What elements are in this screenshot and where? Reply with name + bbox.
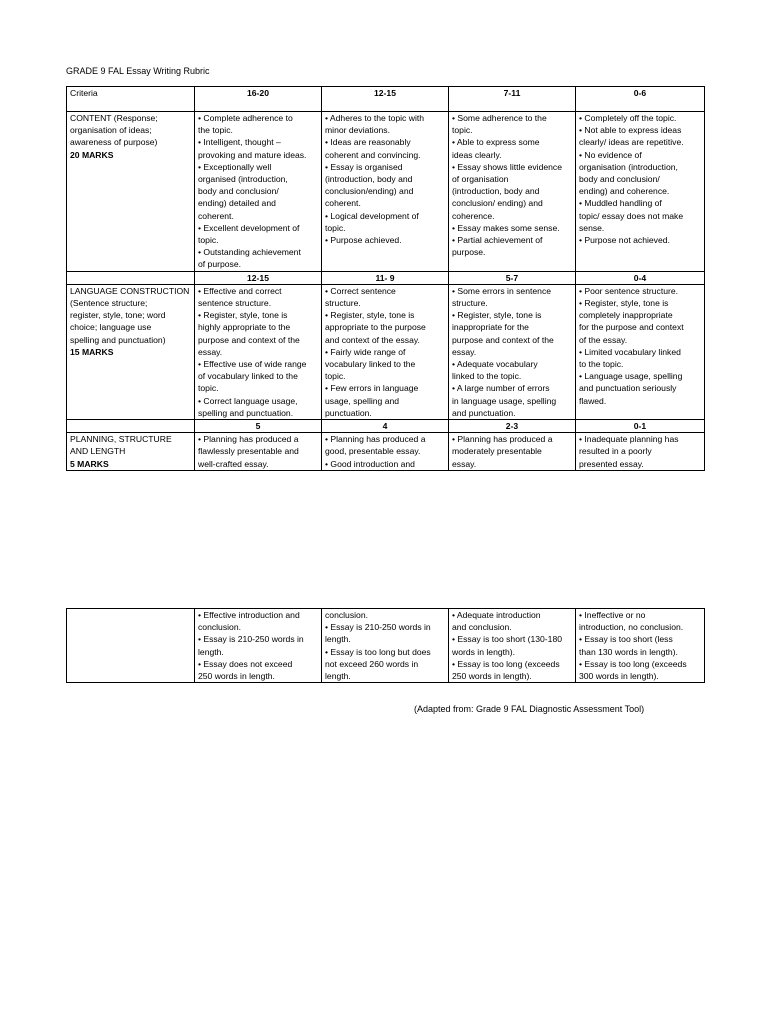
descriptor-cell bbox=[195, 433, 322, 471]
text-line: • Register, style, tone is bbox=[198, 310, 288, 321]
text-line: inappropriate for the bbox=[452, 322, 529, 333]
text-line: coherent. bbox=[325, 198, 361, 209]
text-line: presented essay. bbox=[579, 458, 644, 469]
band-label: 2-3 bbox=[449, 420, 576, 433]
text-line: topic. bbox=[452, 125, 473, 136]
text-line: punctuation. bbox=[325, 407, 372, 418]
text-line: • Planning has produced a bbox=[325, 434, 426, 445]
text-line: linked to the topic. bbox=[452, 371, 522, 382]
band-header: 0-6 bbox=[576, 87, 705, 112]
text-line: clearly/ ideas are repetitive. bbox=[579, 137, 684, 148]
text-line: • Few errors in language bbox=[325, 383, 419, 394]
text-line: organisation (introduction, bbox=[579, 161, 678, 172]
text-line: • Essay does not exceed bbox=[198, 658, 293, 669]
text-line: awareness of purpose) bbox=[70, 137, 158, 148]
descriptor-cell bbox=[576, 112, 705, 272]
text-line: • Register, style, tone is bbox=[325, 310, 415, 321]
text-line: words in length). bbox=[452, 646, 516, 657]
text-line: • Poor sentence structure. bbox=[579, 285, 679, 296]
document-title: GRADE 9 FAL Essay Writing Rubric bbox=[66, 66, 210, 76]
band-row bbox=[67, 271, 705, 284]
text-line: vocabulary linked to the bbox=[325, 359, 416, 370]
text-line: and punctuation seriously bbox=[579, 383, 677, 394]
text-line: 250 words in length). bbox=[452, 671, 532, 682]
text-line: • Outstanding achievement bbox=[198, 247, 301, 258]
text-line: of organisation bbox=[452, 174, 509, 185]
text-line: of the essay. bbox=[579, 334, 628, 345]
band-header: 16-20 bbox=[195, 87, 322, 112]
band-row bbox=[67, 420, 705, 433]
text-line: • Excellent development of bbox=[198, 222, 300, 233]
text-line: body and conclusion/ bbox=[579, 174, 660, 185]
descriptor-cell bbox=[576, 433, 705, 471]
band-spacer bbox=[67, 420, 195, 433]
criteria-cell bbox=[67, 609, 195, 683]
text-line: (Sentence structure; bbox=[70, 298, 148, 309]
band-spacer bbox=[67, 271, 195, 284]
text-line: resulted in a poorly bbox=[579, 446, 652, 457]
descriptor-cell bbox=[195, 609, 322, 683]
text-line: • Logical development of bbox=[325, 210, 419, 221]
text-line: to the topic. bbox=[579, 359, 624, 370]
marks-label: 5 MARKS bbox=[70, 458, 109, 469]
text-line: • Not able to express ideas bbox=[579, 125, 682, 136]
band-label: 0-1 bbox=[576, 420, 705, 433]
text-line: • Correct language usage, bbox=[198, 395, 298, 406]
text-line: • Effective use of wide range bbox=[198, 359, 307, 370]
text-line: essay. bbox=[452, 458, 477, 469]
band-label: 5 bbox=[195, 420, 322, 433]
band-header: 12-15 bbox=[322, 87, 449, 112]
text-line: • Fairly wide range of bbox=[325, 346, 406, 357]
text-line: • Purpose not achieved. bbox=[579, 235, 670, 246]
text-line: organisation of ideas; bbox=[70, 125, 152, 136]
text-line: • Essay is too short (less bbox=[579, 634, 673, 645]
text-line: highly appropriate to the bbox=[198, 322, 291, 333]
descriptor-cell bbox=[449, 284, 576, 419]
text-line: length. bbox=[325, 634, 351, 645]
language-row bbox=[67, 284, 705, 419]
descriptor-cell bbox=[322, 609, 449, 683]
text-line: • Essay is too short (130-180 bbox=[452, 634, 563, 645]
text-line: PLANNING, STRUCTURE bbox=[70, 434, 172, 445]
text-line: • Register, style, tone is bbox=[579, 298, 669, 309]
text-line: conclusion. bbox=[198, 622, 241, 633]
text-line: • Essay is too long (exceeds bbox=[579, 658, 687, 669]
text-line: usage, spelling and bbox=[325, 395, 400, 406]
criteria-cell bbox=[67, 433, 195, 471]
criteria-cell bbox=[67, 284, 195, 419]
text-line: 250 words in length. bbox=[198, 671, 275, 682]
text-line: ending) detailed and bbox=[198, 198, 276, 209]
text-line: conclusion/ ending) and bbox=[452, 198, 543, 209]
rubric-table bbox=[66, 86, 705, 471]
text-line: • Intelligent, thought – bbox=[198, 137, 281, 148]
text-line: (introduction, body and bbox=[325, 174, 413, 185]
text-line: register, style, tone; word bbox=[70, 310, 166, 321]
text-line: • Essay is 210-250 words in bbox=[325, 622, 431, 633]
marks-label: 15 MARKS bbox=[70, 346, 114, 357]
text-line: coherent. bbox=[198, 210, 234, 221]
descriptor-cell bbox=[322, 433, 449, 471]
text-line: flawed. bbox=[579, 395, 607, 406]
text-line: completely inappropriate bbox=[579, 310, 673, 321]
text-line: conclusion. bbox=[325, 610, 368, 620]
text-line: • Some errors in sentence bbox=[452, 285, 552, 296]
text-line: • Essay is too long but does bbox=[325, 646, 431, 657]
band-label: 12-15 bbox=[195, 271, 322, 284]
text-line: body and conclusion/ bbox=[198, 186, 279, 197]
band-label: 5-7 bbox=[449, 271, 576, 284]
text-line: structure. bbox=[452, 298, 488, 309]
text-line: minor deviations. bbox=[325, 125, 390, 136]
header-row bbox=[67, 87, 705, 112]
text-line: topic. bbox=[198, 235, 219, 246]
text-line: • Essay shows little evidence bbox=[452, 161, 563, 172]
text-line: coherent and convincing. bbox=[325, 149, 421, 160]
text-line: sentence structure. bbox=[198, 298, 272, 309]
text-line: • No evidence of bbox=[579, 149, 642, 160]
text-line: and context of the essay. bbox=[325, 334, 420, 345]
text-line: flawlessly presentable and bbox=[198, 446, 299, 457]
text-line: • Partial achievement of bbox=[452, 235, 543, 246]
text-line: and conclusion. bbox=[452, 622, 512, 633]
text-line: CONTENT (Response; bbox=[70, 113, 158, 123]
text-line: • Purpose achieved. bbox=[325, 235, 402, 246]
text-line: • Able to express some bbox=[452, 137, 540, 148]
text-line: introduction, no conclusion. bbox=[579, 622, 684, 633]
text-line: (introduction, body and bbox=[452, 186, 540, 197]
criteria-header: Criteria bbox=[67, 87, 195, 112]
text-line: • Register, style, tone is bbox=[452, 310, 542, 321]
text-line: choice; language use bbox=[70, 322, 152, 333]
rubric-table-continued bbox=[66, 608, 705, 683]
text-line: structure. bbox=[325, 298, 361, 309]
text-line: moderately presentable bbox=[452, 446, 542, 457]
text-line: • Limited vocabulary linked bbox=[579, 346, 681, 357]
text-line: provoking and mature ideas. bbox=[198, 149, 307, 160]
text-line: 300 words in length). bbox=[579, 671, 659, 682]
text-line: • Essay is too long (exceeds bbox=[452, 658, 560, 669]
descriptor-cell bbox=[576, 609, 705, 683]
planning-row bbox=[67, 433, 705, 471]
text-line: • Some adherence to the bbox=[452, 113, 547, 123]
text-line: ending) and coherence. bbox=[579, 186, 670, 197]
text-line: appropriate to the purpose bbox=[325, 322, 426, 333]
band-label: 11- 9 bbox=[322, 271, 449, 284]
text-line: of purpose. bbox=[198, 259, 241, 270]
text-line: conclusion/ending) and bbox=[325, 186, 414, 197]
text-line: of vocabulary linked to the bbox=[198, 371, 298, 382]
source-note: (Adapted from: Grade 9 FAL Diagnostic Assessment Tool) bbox=[414, 704, 645, 714]
text-line: essay. bbox=[452, 346, 477, 357]
text-line: purpose and context of the bbox=[198, 334, 300, 345]
descriptor-cell bbox=[195, 284, 322, 419]
text-line: ideas clearly. bbox=[452, 149, 502, 160]
text-line: • Planning has produced a bbox=[452, 434, 553, 445]
descriptor-cell bbox=[576, 284, 705, 419]
text-line: • Inadequate planning has bbox=[579, 434, 679, 445]
descriptor-cell bbox=[449, 112, 576, 272]
text-line: and punctuation. bbox=[452, 407, 516, 418]
text-line: purpose and context of the bbox=[452, 334, 554, 345]
text-line: purpose. bbox=[452, 247, 486, 258]
text-line: length. bbox=[198, 646, 224, 657]
text-line: • Essay is 210-250 words in bbox=[198, 634, 304, 645]
text-line: • Planning has produced a bbox=[198, 434, 299, 445]
text-line: length. bbox=[325, 671, 351, 682]
text-line: • Effective and correct bbox=[198, 285, 282, 296]
descriptor-cell bbox=[449, 433, 576, 471]
text-line: • Effective introduction and bbox=[198, 610, 300, 620]
band-label: 0-4 bbox=[576, 271, 705, 284]
text-line: essay. bbox=[198, 346, 223, 357]
text-line: for the purpose and context bbox=[579, 322, 684, 333]
text-line: • Ineffective or no bbox=[579, 610, 646, 620]
text-line: coherence. bbox=[452, 210, 495, 221]
planning-row-continued bbox=[67, 609, 705, 683]
text-line: • Ideas are reasonably bbox=[325, 137, 411, 148]
text-line: • Adheres to the topic with bbox=[325, 113, 425, 123]
text-line: the topic. bbox=[198, 125, 233, 136]
text-line: sense. bbox=[579, 222, 605, 233]
text-line: spelling and punctuation. bbox=[198, 407, 294, 418]
descriptor-cell bbox=[322, 112, 449, 272]
text-line: well-crafted essay. bbox=[198, 458, 269, 469]
band-header: 7-11 bbox=[449, 87, 576, 112]
text-line: • Essay is organised bbox=[325, 161, 403, 172]
text-line: organised (introduction, bbox=[198, 174, 288, 185]
text-line: • Essay makes some sense. bbox=[452, 222, 560, 233]
descriptor-cell bbox=[322, 284, 449, 419]
text-line: • Correct sentence bbox=[325, 285, 396, 296]
text-line: • Language usage, spelling bbox=[579, 371, 683, 382]
text-line: • Muddled handling of bbox=[579, 198, 662, 209]
marks-label: 20 MARKS bbox=[70, 149, 114, 160]
band-label: 4 bbox=[322, 420, 449, 433]
text-line: than 130 words in length). bbox=[579, 646, 678, 657]
text-line: in language usage, spelling bbox=[452, 395, 557, 406]
text-line: topic/ essay does not make bbox=[579, 210, 684, 221]
text-line: • Complete adherence to bbox=[198, 113, 293, 123]
criteria-cell bbox=[67, 112, 195, 272]
text-line: LANGUAGE CONSTRUCTION bbox=[70, 285, 190, 296]
text-line: spelling and punctuation) bbox=[70, 334, 166, 345]
text-line: good, presentable essay. bbox=[325, 446, 421, 457]
text-line: • Exceptionally well bbox=[198, 161, 272, 172]
text-line: • Adequate introduction bbox=[452, 610, 541, 620]
text-line: AND LENGTH bbox=[70, 446, 126, 457]
text-line: topic. bbox=[325, 371, 346, 382]
descriptor-cell bbox=[449, 609, 576, 683]
text-line: not exceed 260 words in bbox=[325, 658, 419, 669]
text-line: topic. bbox=[198, 383, 219, 394]
content-row bbox=[67, 112, 705, 272]
descriptor-cell bbox=[195, 112, 322, 272]
text-line: • Adequate vocabulary bbox=[452, 359, 538, 370]
text-line: • Good introduction and bbox=[325, 458, 415, 469]
text-line: topic. bbox=[325, 222, 346, 233]
text-line: • A large number of errors bbox=[452, 383, 550, 394]
text-line: • Completely off the topic. bbox=[579, 113, 677, 123]
